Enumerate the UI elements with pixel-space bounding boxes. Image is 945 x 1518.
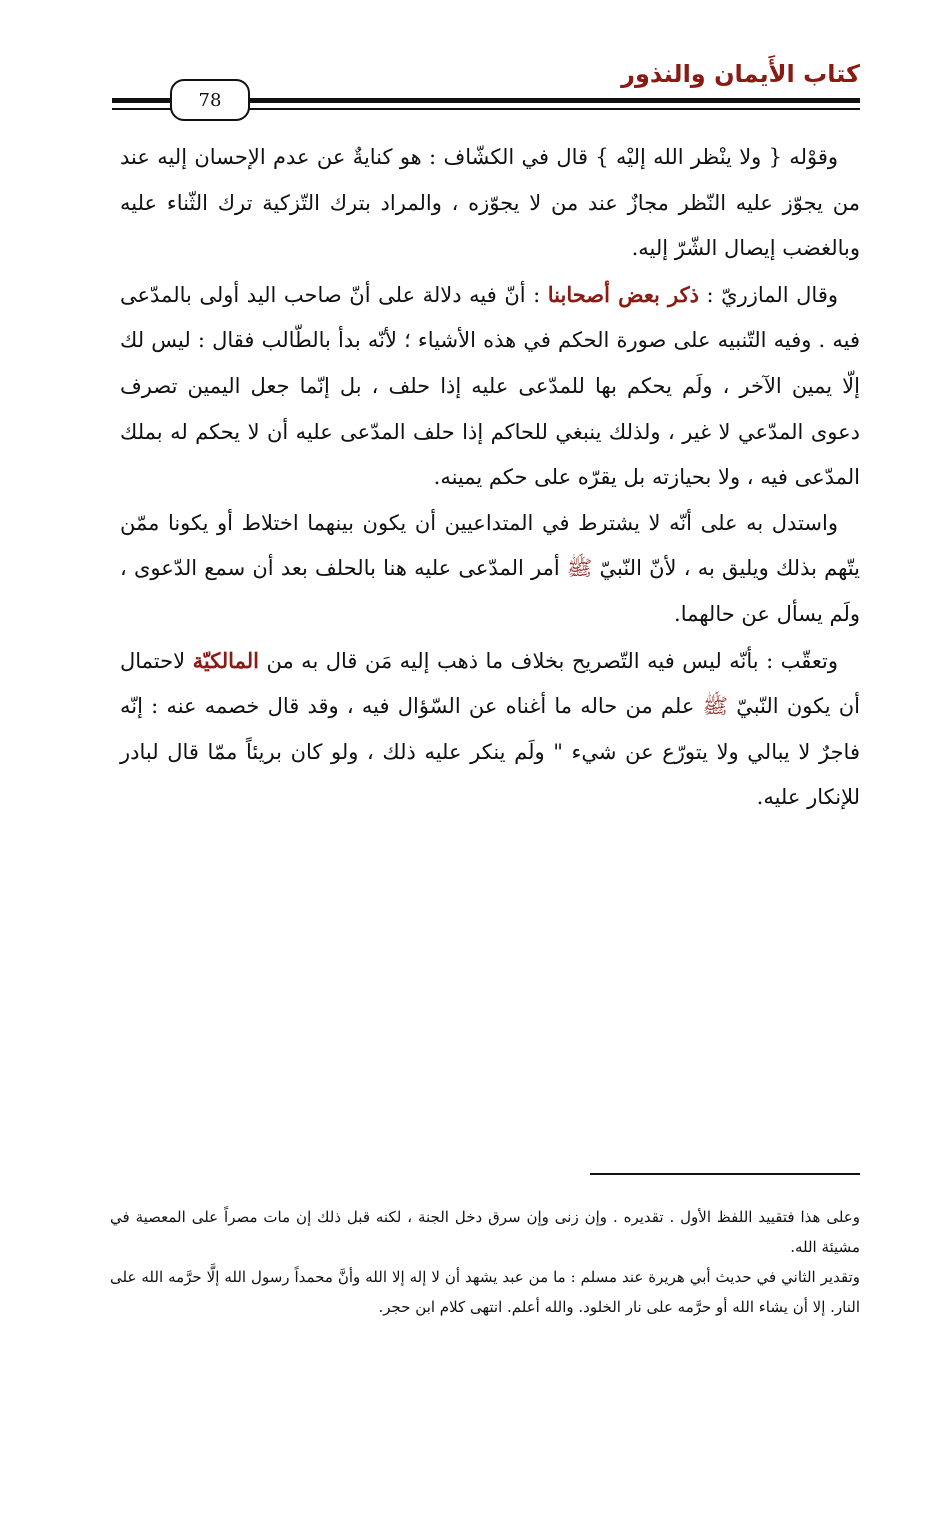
paragraph-4 <box>120 638 860 821</box>
chapter-title: كتاب الأَيمان والنذور <box>621 60 860 88</box>
page-number-text: 78 <box>198 89 222 111</box>
page-number <box>170 79 250 121</box>
paragraph-4-mid: لاحتمال أن يكون النّبيّ <box>120 648 861 719</box>
paragraph-1: وقوْله { ولا ينْظر الله إليْه } قال في الكشّاف : هو كنايةٌ عن عدم الإحسان إليه عند من يجوّز عليه النّظر مجازٌ عند من لا يجوّزه ، والمراد بترك التّزكية ترك الثّناء عليه وبالغضب إيصال الشّرّ إليه. <box>120 145 860 261</box>
footnote-2: وتقدير الثاني في حديث أبي هريرة عند مسلم : ما من عبد يشهد أن لا إله إلا الله وأنَّ محمداً رسول الله إلَّا حرَّمه الله على النار. إلا أن يشاء الله أو حرَّمه على نار الخلود. والله أعلم. انتهى كلام ابن حجر. <box>110 1268 860 1316</box>
paragraph-4-start: وتعقّب : بأنّه ليس فيه التّصريح بخلاف ما ذهب إليه مَن قال به من <box>258 648 838 673</box>
paragraph-2-rest: : أنّ فيه دلالة على أنّ صاحب اليد أولى بالمدّعى فيه . وفيه التّنبيه على صورة الحكم في هذه الأشياء ؛ لأنّه بدأ بالطّالب فقال : ليس لك إلّا يمين الآخر ، ولَم يحكم بها للمدّعى عليه إذا حلف ، بل إنّما جعل اليمين تصرف دعوى المدّعي لا غير ، ولذلك ينبغي للحاكم إذا حلف المدّعى عليه أن لا يحكم له بملك المدّعى فيه ، ولا بحيازته بل يقرّه على حكم يمينه. <box>120 282 860 490</box>
paragraph-3 <box>120 501 860 638</box>
footnotes <box>110 1202 860 1322</box>
highlight-ashabina: ذكر بعض أصحابنا <box>547 281 699 307</box>
body-text <box>120 135 860 821</box>
paragraph-2-start: وقال المازريّ : <box>698 282 838 307</box>
salutation-glyph: ﷺ <box>702 694 728 719</box>
footnote-divider <box>590 1173 860 1175</box>
paragraph-2 <box>120 272 860 501</box>
salutation-glyph: ﷺ <box>566 556 593 581</box>
footnote-1: وعلى هذا فتقييد اللفظ الأول . تقديره . وإن زنى وإن سرق دخل الجنة ، لكنه قبل ذلك إن مات مصراً على المعصية في مشيئة الله. <box>110 1208 860 1256</box>
paragraph-4-rest: علم من حاله ما أغناه عن السّؤال فيه ، وقد قال خصمه عنه : إنّه فاجرٌ لا يبالي ولا يتورّع عن شيء " ولَم ينكر عليه ذلك ، ولو كان بريئاً ممّا قال لبادر للإنكار عليه. <box>120 694 860 810</box>
highlight-malikiyya: المالكيّة <box>192 647 259 673</box>
paragraph-3-start: واستدل به على أنّه لا يشترط في المتداعيين أن يكون بينهما اختلاط أو يكونا ممّن يتّهم بذلك ويليق به ، لأنّ النّبيّ <box>120 510 860 581</box>
paragraph-3-rest: أمر المدّعى عليه هنا بالحلف بعد أن سمع الدّعوى ، ولَم يسأل عن حالهما. <box>120 556 860 626</box>
